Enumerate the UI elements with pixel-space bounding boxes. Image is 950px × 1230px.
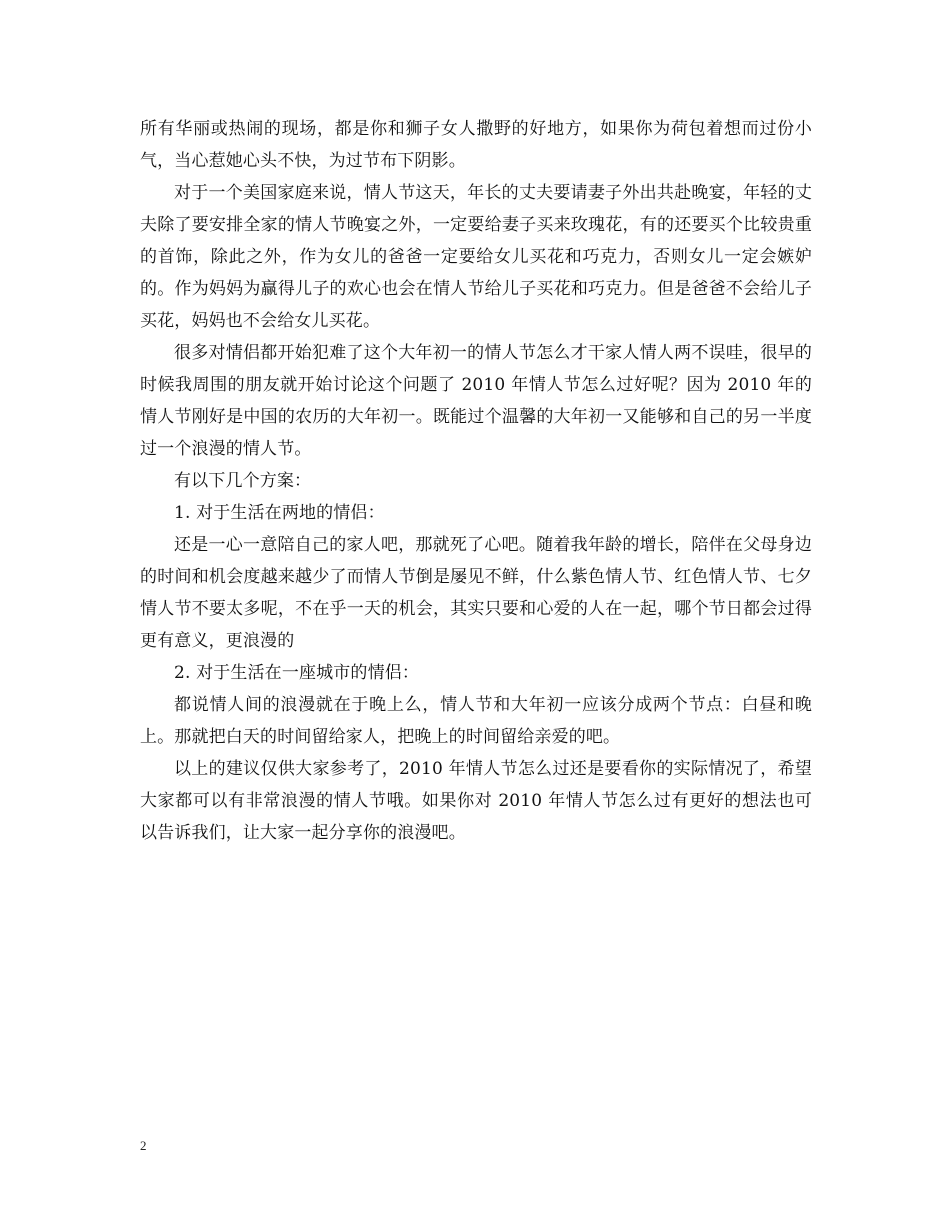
paragraph-conclusion: 以上的建议仅供大家参考了，2010 年情人节怎么过还是要看你的实际情况了，希望大家都可以有非常浪漫的情人节哦。如果你对 2010 年情人节怎么过有更好的想法也可以告诉我们，让大家一起分享你的浪漫吧。	[140, 759, 812, 843]
paragraph-continuation: 所有华丽或热闹的现场，都是你和狮子女人撒野的好地方，如果你为荷包着想而过份小气，当心惹她心头不快，为过节布下阴影。	[140, 119, 812, 171]
heading-plan-2: 2. 对于生活在一座城市的情侣：	[174, 663, 420, 683]
page-number: 2	[140, 1138, 147, 1153]
paragraph-new-year-dilemma: 很多对情侣都开始犯难了这个大年初一的情人节怎么才干家人情人两不误哇，很早的时候我周围的朋友就开始讨论这个问题了 2010 年情人节怎么过好呢？因为 2010 年的情人节刚好是中国的农历的大年初一。既能过个温馨的大年初一又能够和自己的另一半度过一个浪漫的情人节。	[140, 343, 812, 459]
paragraph-plans-intro: 有以下几个方案：	[174, 471, 312, 491]
heading-plan-1: 1. 对于生活在两地的情侣：	[174, 503, 385, 523]
paragraph-plan-1: 还是一心一意陪自己的家人吧，那就死了心吧。随着我年龄的增长，陪伴在父母身边的时间和机会度越来越少了而情人节倒是屡见不鲜，什么紫色情人节、红色情人节、七夕情人节不要太多呢，不在乎一天的机会，其实只要和心爱的人在一起，哪个节日都会过得更有意义，更浪漫的	[140, 535, 812, 651]
paragraph-plan-2: 都说情人间的浪漫就在于晚上么，情人节和大年初一应该分成两个节点：白昼和晚上。那就把白天的时间留给家人，把晚上的时间留给亲爱的吧。	[140, 695, 812, 747]
paragraph-american-family: 对于一个美国家庭来说，情人节这天，年长的丈夫要请妻子外出共赴晚宴，年轻的丈夫除了要安排全家的情人节晚宴之外，一定要给妻子买来玫瑰花，有的还要买个比较贵重的首饰，除此之外，作为女儿的爸爸一定要给女儿买花和巧克力，否则女儿一定会嫉妒的。作为妈妈为赢得儿子的欢心也会在情人节给儿子买花和巧克力。但是爸爸不会给儿子买花，妈妈也不会给女儿买花。	[140, 183, 812, 331]
document-body	[140, 113, 812, 849]
